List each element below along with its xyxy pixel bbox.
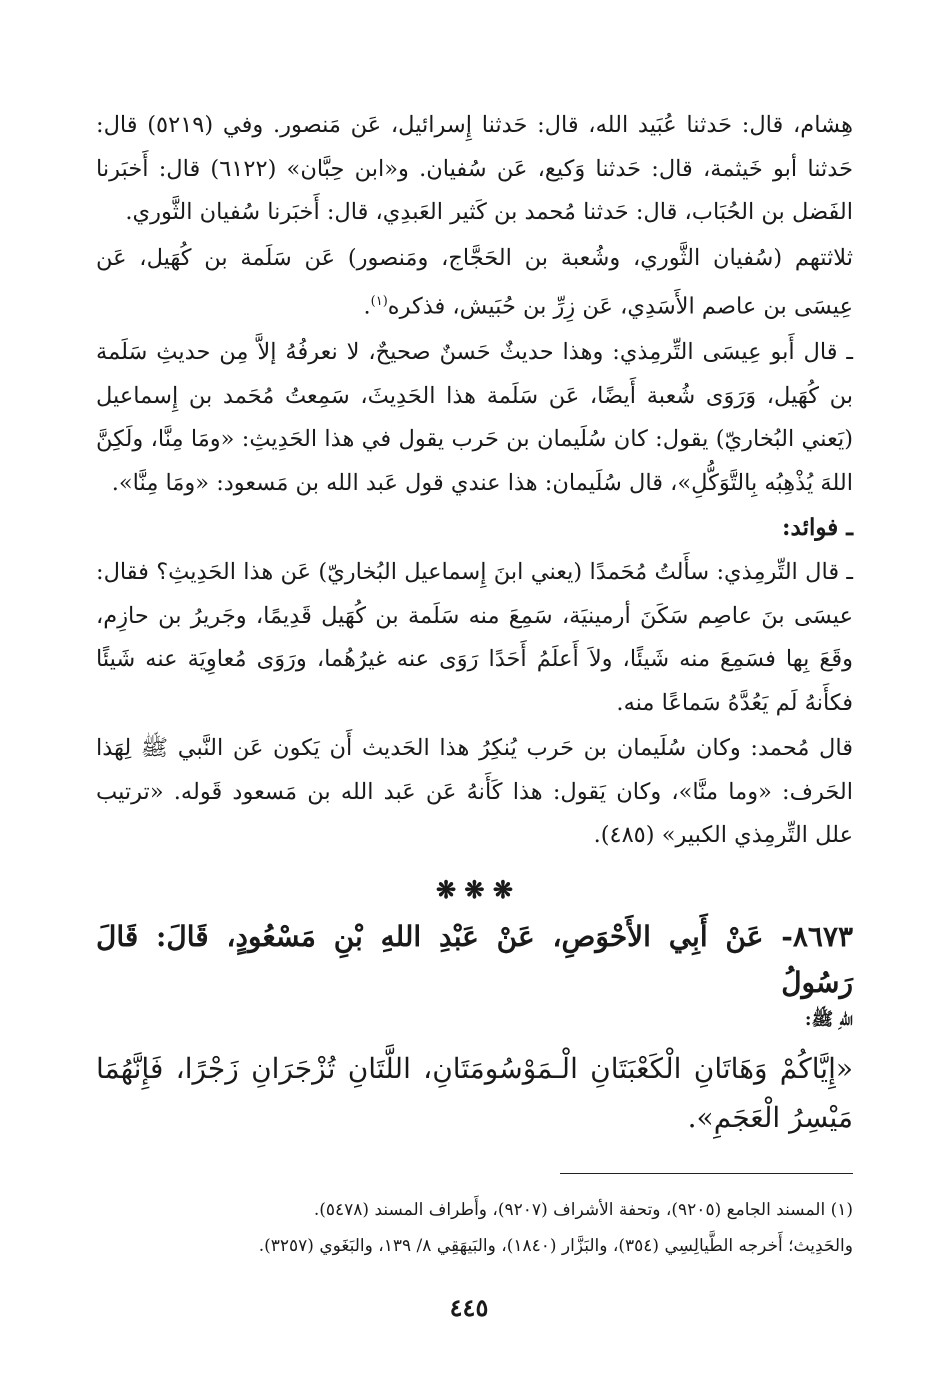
footnote-1: (١) المسند الجامع (٩٢٠٥)، وتحفة الأشراف (٩٢٠٧)، وأَطراف المسند (٥٤٧٨). — [313, 1200, 853, 1220]
page-body — [96, 104, 853, 1142]
footnote-2: والحَدِيث؛ أَخرجه الطَّيالِسِي (٣٥٤)، والبَزَّار (١٨٤٠)، والبَيهَقِي ٨/ ١٣٩، والبَغَوي (٣٢٥٧). — [258, 1236, 853, 1256]
section-separator: ❋ ❋ ❋ — [435, 874, 514, 904]
paragraph-chain-2-text: ثلاثتهم (سُفيان الثَّوري، وشُعبة بن الحَجَّاج، ومَنصور) عَن سَلَمة بن كُهَيل، عَن عِيسَى بن عاصم الأَسَدِي، عَن زِرِّ بن حُبَيش، فذكره — [96, 244, 853, 320]
paragraph-chain-2-end: . — [363, 293, 371, 320]
footnote-divider — [560, 1173, 853, 1174]
hadith-isnad-continuation: اللهِ ﷺ: — [804, 1008, 853, 1030]
hadith-isnad — [96, 914, 853, 1034]
paragraph-tirmidhi-comment: ـ قال أَبو عِيسَى التِّرمِذي: وهذا حديثٌ حَسنٌ صحيحٌ، لا نعرفُهُ إلاَّ مِن حديثِ سَلَمة بن كُهَيل، وَرَوَى شُعبة أَيضًا، عَن سَلَمة هذا الحَدِيثَ، سَمِعتُ مُحَمد بن إِسماعيل (يَعني البُخاريّ) يقول: كان سُلَيمان بن حَرب يقول في هذا الحَدِيثِ: «ومَا مِنَّا، ولَكِنَّ اللهَ يُذْهِبُه بِالتَّوَكُّلِ»، قال سُلَيمان: هذا عندي قول عَبد الله بن مَسعود: «ومَا مِنَّا». — [96, 339, 853, 496]
paragraph-chain-1: هِشام، قال: حَدثنا عُبَيد الله، قال: حَدثنا إِسرائيل، عَن مَنصور. وفي (٥٢١٩) قال: حَدثنا أبو خَيثمة، قال: حَدثنا وَكيع، عَن سُفيان. و«ابن حِبَّان» (٦١٢٢) قال: أَخبَرنا الفَضل بن الحُبَاب، قال: حَدثنا مُحمد بن كَثير العَبدِي، قال: أَخبَرنا سُفيان الثَّوري. — [96, 112, 853, 225]
paragraph-chain-2 — [96, 237, 853, 330]
footnote-marker[interactable]: (١) — [370, 294, 388, 309]
section-heading-benefits: ـ فوائد: — [782, 514, 853, 541]
hadith-isnad-text: ٨٦٧٣- عَنْ أَبِي الأَحْوَصِ، عَنْ عَبْدِ اللهِ بْنِ مَسْعُودٍ، قَالَ: قَالَ رَسُولُ — [96, 919, 854, 999]
paragraph-sulayman-note: قال مُحمد: وكان سُلَيمان بن حَرب يُنكِرُ هذا الحَديث أَن يَكون عَن النَّبي ﷺ لِهَذا الحَرف: «وما منَّا»، وكان يَقول: هذا كَأَنهُ عَن عَبد الله بن مَسعود قَوله. «ترتيب علل التِّرمِذي الكبير» (٤٨٥). — [96, 735, 853, 848]
page-number: ٤٤٥ — [449, 1293, 489, 1322]
hadith-matn: «إِيَّاكُمْ وَهَاتَانِ الْكَعْبَتَانِ الْـمَوْسُومَتَانِ، اللَّتَانِ تُزْجَرَانِ زَجْرًا، فَإِنَّهُمَا مَيْسِرُ الْعَجَمِ». — [96, 1051, 853, 1134]
footnotes — [96, 1192, 853, 1264]
paragraph-bukhari-note: ـ قال التِّرمِذي: سأَلتُ مُحَمدًا (يعني ابنَ إِسماعيل البُخاريّ) عَن هذا الحَدِيثِ؟ فقال: عيسَى بنَ عاصِم سَكَنَ أرمينيَة، سَمِعَ منه سَلَمة بن كُهَيل قَدِيمًا، وجَريرُ بن حازِم، وقَعَ بِها فسَمِعَ منه شَيئًا، ولاَ أَعلَمُ أَحَدًا رَوَى عنه غيرُهُما، ورَوَى مُعاوِيَة عنه شَيئًا فكأَنهُ لَم يَعُدَّهُ سَماعًا منه. — [96, 559, 853, 716]
